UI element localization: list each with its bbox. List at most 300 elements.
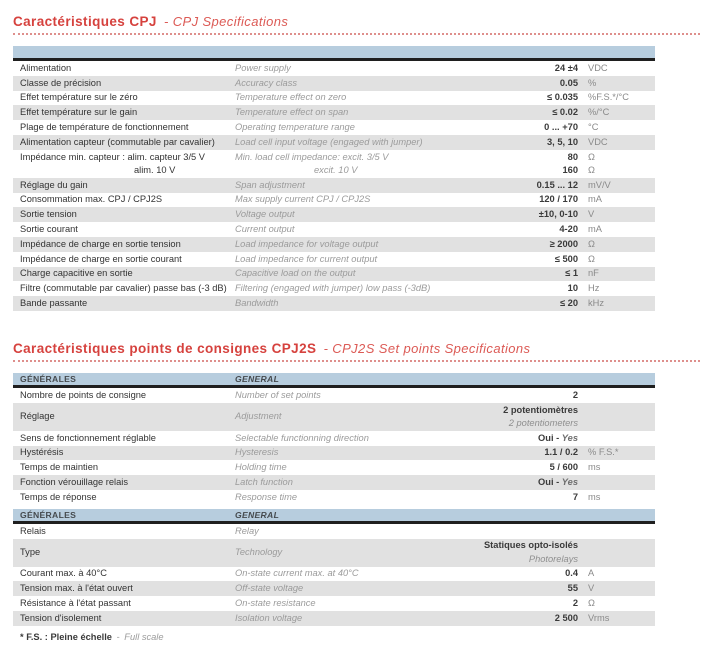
label-en: Voltage output bbox=[235, 209, 295, 220]
value-cell bbox=[468, 539, 578, 565]
value-text: 120 / 170 bbox=[539, 194, 578, 205]
value-cell bbox=[468, 612, 578, 625]
unit-cell bbox=[578, 208, 655, 221]
value-text: ≤ 0.035 bbox=[547, 92, 578, 103]
spec-row bbox=[13, 91, 655, 106]
label-fr: Impédance min. capteur : alim. capteur 3/5 V bbox=[20, 151, 205, 162]
header-label-en: GENERAL bbox=[235, 373, 280, 384]
label-en-cell bbox=[235, 253, 468, 266]
unit-text: Ω bbox=[588, 151, 595, 162]
unit-cell bbox=[578, 267, 655, 280]
spec-row bbox=[13, 296, 655, 311]
unit-text: % bbox=[588, 77, 597, 88]
label-fr-cell bbox=[13, 525, 235, 538]
spec-row bbox=[13, 207, 655, 222]
label-en-cell bbox=[235, 432, 468, 445]
spec-row bbox=[13, 567, 655, 582]
label-fr: Classe de précision bbox=[20, 77, 102, 88]
label-en: Operating temperature range bbox=[235, 121, 355, 132]
value-text: 3, 5, 10 bbox=[546, 136, 578, 147]
value-line bbox=[468, 121, 578, 134]
label-en: Load impedance for current output bbox=[235, 253, 378, 264]
label-en-cell bbox=[235, 267, 468, 280]
unit-cell bbox=[578, 151, 655, 177]
value-text: 4-20 bbox=[559, 223, 578, 234]
label-en-cell bbox=[235, 546, 468, 559]
unit-text: % F.S.* bbox=[588, 447, 619, 458]
unit-text: ms bbox=[588, 462, 601, 473]
spec-row bbox=[13, 237, 655, 252]
label-fr: Alimentation bbox=[20, 62, 72, 73]
unit-cell bbox=[578, 253, 655, 266]
unit-cell bbox=[578, 297, 655, 310]
value-line bbox=[468, 282, 578, 295]
value-translation: 2 potentiometers bbox=[508, 417, 578, 428]
label-en: Bandwidth bbox=[235, 297, 279, 308]
unit-text: ms bbox=[588, 491, 601, 502]
value-text: ≤ 20 bbox=[559, 297, 578, 308]
spec-row bbox=[13, 475, 655, 490]
spec-row bbox=[13, 222, 655, 237]
value-cell bbox=[468, 297, 578, 310]
spec-row bbox=[13, 267, 655, 282]
unit-text: VDC bbox=[588, 136, 608, 147]
section-title-cpj2s bbox=[13, 341, 700, 362]
unit-text: °C bbox=[588, 121, 599, 132]
spec-row bbox=[13, 446, 655, 461]
label-en: Selectable functionning direction bbox=[235, 432, 369, 443]
label-fr-cell bbox=[13, 136, 235, 149]
label-en-cell bbox=[235, 491, 468, 504]
value-translation: Photorelays bbox=[528, 553, 578, 564]
label-fr: Sens de fonctionnement réglable bbox=[20, 432, 156, 443]
unit-text: Hz bbox=[588, 283, 600, 294]
unit-text: mV/V bbox=[588, 179, 611, 190]
spec-row bbox=[13, 150, 655, 178]
label-fr-cell bbox=[13, 476, 235, 489]
value-text: 55 bbox=[567, 583, 578, 594]
label-en-cell bbox=[235, 582, 468, 595]
spec-row bbox=[13, 539, 655, 567]
value-cell bbox=[468, 446, 578, 459]
label-en: Accuracy class bbox=[235, 77, 297, 88]
label-fr-cell bbox=[13, 106, 235, 119]
value-cell bbox=[468, 91, 578, 104]
unit-text: Ω bbox=[588, 597, 595, 608]
unit-text: VDC bbox=[588, 62, 608, 73]
label-en: Min. load cell impedance: excit. 3/5 V bbox=[235, 151, 389, 162]
value-line bbox=[468, 389, 578, 402]
value-text: Oui - bbox=[538, 476, 562, 487]
value-line bbox=[468, 446, 578, 459]
label-fr-cell bbox=[13, 410, 235, 423]
label-fr-cell bbox=[13, 461, 235, 474]
value-text: 0.05 bbox=[559, 77, 578, 88]
unit-text-line2: Ω bbox=[588, 164, 595, 175]
unit-text: nF bbox=[588, 268, 599, 279]
label-fr: Nombre de points de consigne bbox=[20, 389, 147, 400]
label-en: Technology bbox=[235, 546, 283, 557]
label-en: Load impedance for voltage output bbox=[235, 238, 379, 249]
label-fr: Tension max. à l'état ouvert bbox=[20, 583, 133, 594]
label-en-cell bbox=[235, 77, 468, 90]
unit-cell bbox=[578, 582, 655, 595]
unit-text: A bbox=[588, 568, 595, 579]
value-text: 5 / 600 bbox=[549, 462, 578, 473]
label-fr-cell bbox=[13, 253, 235, 266]
unit-text: mA bbox=[588, 223, 602, 234]
value-text: 7 bbox=[572, 491, 578, 502]
footnote bbox=[20, 632, 709, 642]
label-fr: Impédance de charge en sortie tension bbox=[20, 238, 181, 249]
label-fr-cell bbox=[13, 546, 235, 559]
label-fr: Plage de température de fonctionnement bbox=[20, 121, 189, 132]
label-fr: Courant max. à 40°C bbox=[20, 568, 107, 579]
unit-cell bbox=[578, 612, 655, 625]
value-cell bbox=[468, 151, 578, 177]
value-cell bbox=[468, 461, 578, 474]
label-fr-cell bbox=[13, 121, 235, 134]
spec-row bbox=[13, 581, 655, 596]
value-line bbox=[468, 597, 578, 610]
label-en-cell bbox=[235, 446, 468, 459]
label-fr-cell bbox=[13, 282, 235, 295]
value-text: ≤ 1 bbox=[565, 268, 578, 279]
label-fr-cell bbox=[13, 597, 235, 610]
unit-cell bbox=[578, 223, 655, 236]
label-fr: Effet température sur le zéro bbox=[20, 92, 138, 103]
unit-text: %/°C bbox=[588, 107, 610, 118]
label-fr: Effet température sur le gain bbox=[20, 107, 138, 118]
label-en-cell bbox=[235, 525, 468, 538]
section-title-fr: Caractéristiques CPJ bbox=[13, 14, 157, 29]
spec-row bbox=[13, 120, 655, 135]
label-en-line2: excit. 10 V bbox=[314, 164, 358, 175]
value-line bbox=[468, 62, 578, 75]
value-cell bbox=[468, 121, 578, 134]
label-fr-cell bbox=[13, 582, 235, 595]
value-line bbox=[468, 179, 578, 192]
value-line bbox=[468, 539, 578, 552]
label-en-cell bbox=[235, 151, 468, 177]
table-header-bar bbox=[13, 509, 655, 524]
value-text: 2 bbox=[572, 389, 578, 400]
value-cell bbox=[468, 62, 578, 75]
value-cell bbox=[468, 238, 578, 251]
value-cell bbox=[468, 491, 578, 504]
spec-row bbox=[13, 490, 655, 505]
label-fr-cell bbox=[13, 267, 235, 280]
label-en: Current output bbox=[235, 223, 295, 234]
unit-text: V bbox=[588, 583, 595, 594]
value-cell bbox=[468, 106, 578, 119]
unit-text: Ω bbox=[588, 253, 595, 264]
label-en-cell bbox=[235, 238, 468, 251]
label-fr-cell bbox=[13, 432, 235, 445]
spec-row bbox=[13, 403, 655, 431]
value-text: Statiques opto-isolés bbox=[483, 540, 578, 551]
value-cell bbox=[468, 567, 578, 580]
header-label-fr: GÉNÉRALES bbox=[20, 509, 77, 520]
label-en-cell bbox=[235, 282, 468, 295]
label-en-cell bbox=[235, 389, 468, 402]
label-en: Isolation voltage bbox=[235, 612, 303, 623]
unit-cell bbox=[578, 461, 655, 474]
label-fr: Résistance à l'état passant bbox=[20, 597, 131, 608]
value-cell bbox=[468, 179, 578, 192]
label-fr: Type bbox=[20, 546, 41, 557]
section-title-en: - CPJ2S Set points Specifications bbox=[323, 340, 531, 356]
section-title-en: - CPJ Specifications bbox=[163, 14, 289, 29]
spec-row bbox=[13, 193, 655, 208]
unit-cell bbox=[578, 567, 655, 580]
value-line bbox=[468, 77, 578, 90]
table-header-bar bbox=[13, 46, 655, 61]
value-text: Oui - bbox=[538, 432, 562, 443]
value-cell bbox=[468, 223, 578, 236]
unit-cell bbox=[578, 106, 655, 119]
value-cell bbox=[468, 193, 578, 206]
label-fr-cell bbox=[13, 223, 235, 236]
value-line bbox=[468, 491, 578, 504]
value-text: 24 ±4 bbox=[554, 62, 578, 73]
value-cell bbox=[468, 208, 578, 221]
label-en-cell bbox=[235, 136, 468, 149]
label-en-cell bbox=[235, 567, 468, 580]
section-title-fr: Caractéristiques points de consignes CPJ2S bbox=[13, 340, 317, 356]
value-line bbox=[468, 461, 578, 474]
label-en-cell bbox=[235, 179, 468, 192]
label-fr-cell bbox=[13, 91, 235, 104]
value-cell bbox=[468, 282, 578, 295]
spec-row bbox=[13, 105, 655, 120]
unit-cell bbox=[578, 179, 655, 192]
label-fr: Réglage bbox=[20, 411, 55, 422]
label-en: Relay bbox=[235, 525, 259, 536]
label-en: Span adjustment bbox=[235, 179, 305, 190]
unit-cell bbox=[578, 491, 655, 504]
value-line bbox=[468, 223, 578, 236]
value-cell bbox=[468, 582, 578, 595]
header-label-en: GENERAL bbox=[235, 509, 280, 520]
label-fr: Fonction vérouillage relais bbox=[20, 476, 129, 487]
unit-cell bbox=[578, 62, 655, 75]
label-en-cell bbox=[235, 193, 468, 206]
label-fr-cell bbox=[13, 297, 235, 310]
unit-cell bbox=[578, 91, 655, 104]
label-fr-cell bbox=[13, 389, 235, 402]
label-fr: Temps de maintien bbox=[20, 462, 99, 473]
value-text: 2 500 bbox=[554, 612, 578, 623]
value-line bbox=[468, 253, 578, 266]
label-en-cell bbox=[235, 91, 468, 104]
label-en-cell bbox=[235, 121, 468, 134]
value-line bbox=[468, 612, 578, 625]
label-fr: Réglage du gain bbox=[20, 179, 88, 190]
label-en: Response time bbox=[235, 491, 298, 502]
label-en: Off-state voltage bbox=[235, 583, 304, 594]
label-fr: Temps de réponse bbox=[20, 491, 97, 502]
label-en: Number of set points bbox=[235, 389, 321, 400]
label-fr-cell bbox=[13, 567, 235, 580]
label-en-cell bbox=[235, 223, 468, 236]
label-fr-cell bbox=[13, 151, 235, 177]
value-line bbox=[468, 193, 578, 206]
label-en: Holding time bbox=[235, 462, 287, 473]
label-fr: Impédance de charge en sortie courant bbox=[20, 253, 182, 264]
label-en: Capacitive load on the output bbox=[235, 268, 356, 279]
unit-cell bbox=[578, 238, 655, 251]
value-cell bbox=[468, 597, 578, 610]
unit-cell bbox=[578, 193, 655, 206]
label-en-cell bbox=[235, 410, 468, 423]
value-line bbox=[468, 267, 578, 280]
value-cell bbox=[468, 432, 578, 445]
value-line bbox=[468, 297, 578, 310]
unit-text: Ω bbox=[588, 238, 595, 249]
value-line bbox=[468, 476, 578, 489]
label-en: Temperature effect on span bbox=[235, 107, 349, 118]
spec-row bbox=[13, 252, 655, 267]
unit-text: %F.S.*/°C bbox=[588, 92, 629, 103]
label-fr-cell bbox=[13, 238, 235, 251]
value-line bbox=[468, 404, 578, 417]
label-fr-cell bbox=[13, 491, 235, 504]
value-line bbox=[468, 582, 578, 595]
value-line bbox=[468, 208, 578, 221]
label-fr-cell bbox=[13, 179, 235, 192]
label-en-cell bbox=[235, 597, 468, 610]
unit-text: kHz bbox=[588, 297, 605, 308]
label-en-cell bbox=[235, 106, 468, 119]
label-fr: Hystérésis bbox=[20, 447, 64, 458]
value-cell bbox=[468, 404, 578, 430]
value-cell bbox=[468, 136, 578, 149]
value-text: ≤ 0.02 bbox=[552, 107, 578, 118]
label-fr: Relais bbox=[20, 525, 46, 536]
value-text-italic: Yes bbox=[561, 432, 578, 443]
label-en: Hysteresis bbox=[235, 447, 279, 458]
label-fr: Consommation max. CPJ / CPJ2S bbox=[20, 194, 163, 205]
value-line bbox=[468, 91, 578, 104]
value-line bbox=[468, 432, 578, 445]
label-en: Filtering (engaged with jumper) low pass (-3dB) bbox=[235, 283, 431, 294]
spec-row bbox=[13, 460, 655, 475]
label-fr: Alimentation capteur (commutable par cavalier) bbox=[20, 136, 215, 147]
value-text: 1.1 / 0.2 bbox=[544, 447, 578, 458]
label-fr-cell bbox=[13, 208, 235, 221]
spec-row bbox=[13, 611, 655, 626]
label-en-cell bbox=[235, 62, 468, 75]
label-en: Adjustment bbox=[235, 411, 282, 422]
value-line bbox=[468, 106, 578, 119]
value-text: 2 potentiomètres bbox=[503, 404, 578, 415]
value-cell bbox=[468, 476, 578, 489]
spec-row bbox=[13, 76, 655, 91]
value-line bbox=[468, 567, 578, 580]
unit-cell bbox=[578, 121, 655, 134]
cpj2s-general-table bbox=[13, 373, 655, 505]
unit-cell bbox=[578, 282, 655, 295]
unit-cell bbox=[578, 597, 655, 610]
value-line bbox=[468, 136, 578, 149]
label-fr-cell bbox=[13, 612, 235, 625]
label-en-cell bbox=[235, 208, 468, 221]
value-text: ≥ 2000 bbox=[549, 238, 578, 249]
value-line2: 160 bbox=[562, 164, 578, 175]
spec-row bbox=[13, 281, 655, 296]
value-cell bbox=[468, 389, 578, 402]
value-text: 0.4 bbox=[565, 568, 578, 579]
value-text: ≤ 500 bbox=[554, 253, 578, 264]
label-en: Temperature effect on zero bbox=[235, 92, 347, 103]
value-text: 0 ... +70 bbox=[544, 121, 578, 132]
label-fr: Sortie tension bbox=[20, 209, 77, 220]
value-line bbox=[468, 238, 578, 251]
value-text: 80 bbox=[567, 151, 578, 162]
cpj-spec-table bbox=[13, 46, 655, 311]
label-en: On-state current max. at 40°C bbox=[235, 568, 359, 579]
label-en-cell bbox=[235, 297, 468, 310]
footnote-translation: Full scale bbox=[124, 631, 164, 642]
value-cell bbox=[468, 77, 578, 90]
unit-cell bbox=[578, 446, 655, 459]
spec-row bbox=[13, 524, 655, 539]
unit-cell bbox=[578, 136, 655, 149]
label-fr: Sortie courant bbox=[20, 223, 78, 234]
spec-row bbox=[13, 431, 655, 446]
spec-row bbox=[13, 178, 655, 193]
label-en-cell bbox=[235, 612, 468, 625]
spec-row bbox=[13, 61, 655, 76]
label-en-cell bbox=[235, 476, 468, 489]
label-fr: Filtre (commutable par cavalier) passe bas (-3 dB) bbox=[20, 283, 227, 294]
label-fr-cell bbox=[13, 62, 235, 75]
label-fr: Tension d'isolement bbox=[20, 612, 102, 623]
label-fr-cell bbox=[13, 193, 235, 206]
label-en-cell bbox=[235, 461, 468, 474]
label-fr: Charge capacitive en sortie bbox=[20, 268, 133, 279]
unit-text: V bbox=[588, 209, 595, 220]
label-en: Power supply bbox=[235, 62, 291, 73]
header-label-fr: GÉNÉRALES bbox=[20, 373, 77, 384]
value-text: 0.15 ... 12 bbox=[536, 179, 578, 190]
value-text: 2 bbox=[572, 597, 578, 608]
spec-row bbox=[13, 596, 655, 611]
spec-row bbox=[13, 135, 655, 150]
value-cell bbox=[468, 253, 578, 266]
label-fr-line2: alim. 10 V bbox=[134, 164, 176, 175]
value-text: ±10, 0-10 bbox=[538, 209, 578, 220]
label-en: Max supply current CPJ / CPJ2S bbox=[235, 194, 371, 205]
label-fr-cell bbox=[13, 446, 235, 459]
label-fr: Bande passante bbox=[20, 297, 88, 308]
label-en: Load cell input voltage (engaged with jumper) bbox=[235, 136, 423, 147]
value-cell bbox=[468, 267, 578, 280]
footnote-separator: - bbox=[116, 631, 120, 642]
section-title-cpj bbox=[13, 14, 700, 35]
value-text: 10 bbox=[567, 283, 578, 294]
cpj2s-relay-table bbox=[13, 509, 655, 626]
value-line bbox=[468, 151, 578, 164]
label-en: On-state resistance bbox=[235, 597, 316, 608]
label-fr-cell bbox=[13, 77, 235, 90]
footnote-abbreviation: * F.S. : Pleine échelle bbox=[20, 631, 112, 642]
unit-text: mA bbox=[588, 194, 602, 205]
spec-row bbox=[13, 388, 655, 403]
unit-cell bbox=[578, 77, 655, 90]
table-header-bar bbox=[13, 373, 655, 388]
